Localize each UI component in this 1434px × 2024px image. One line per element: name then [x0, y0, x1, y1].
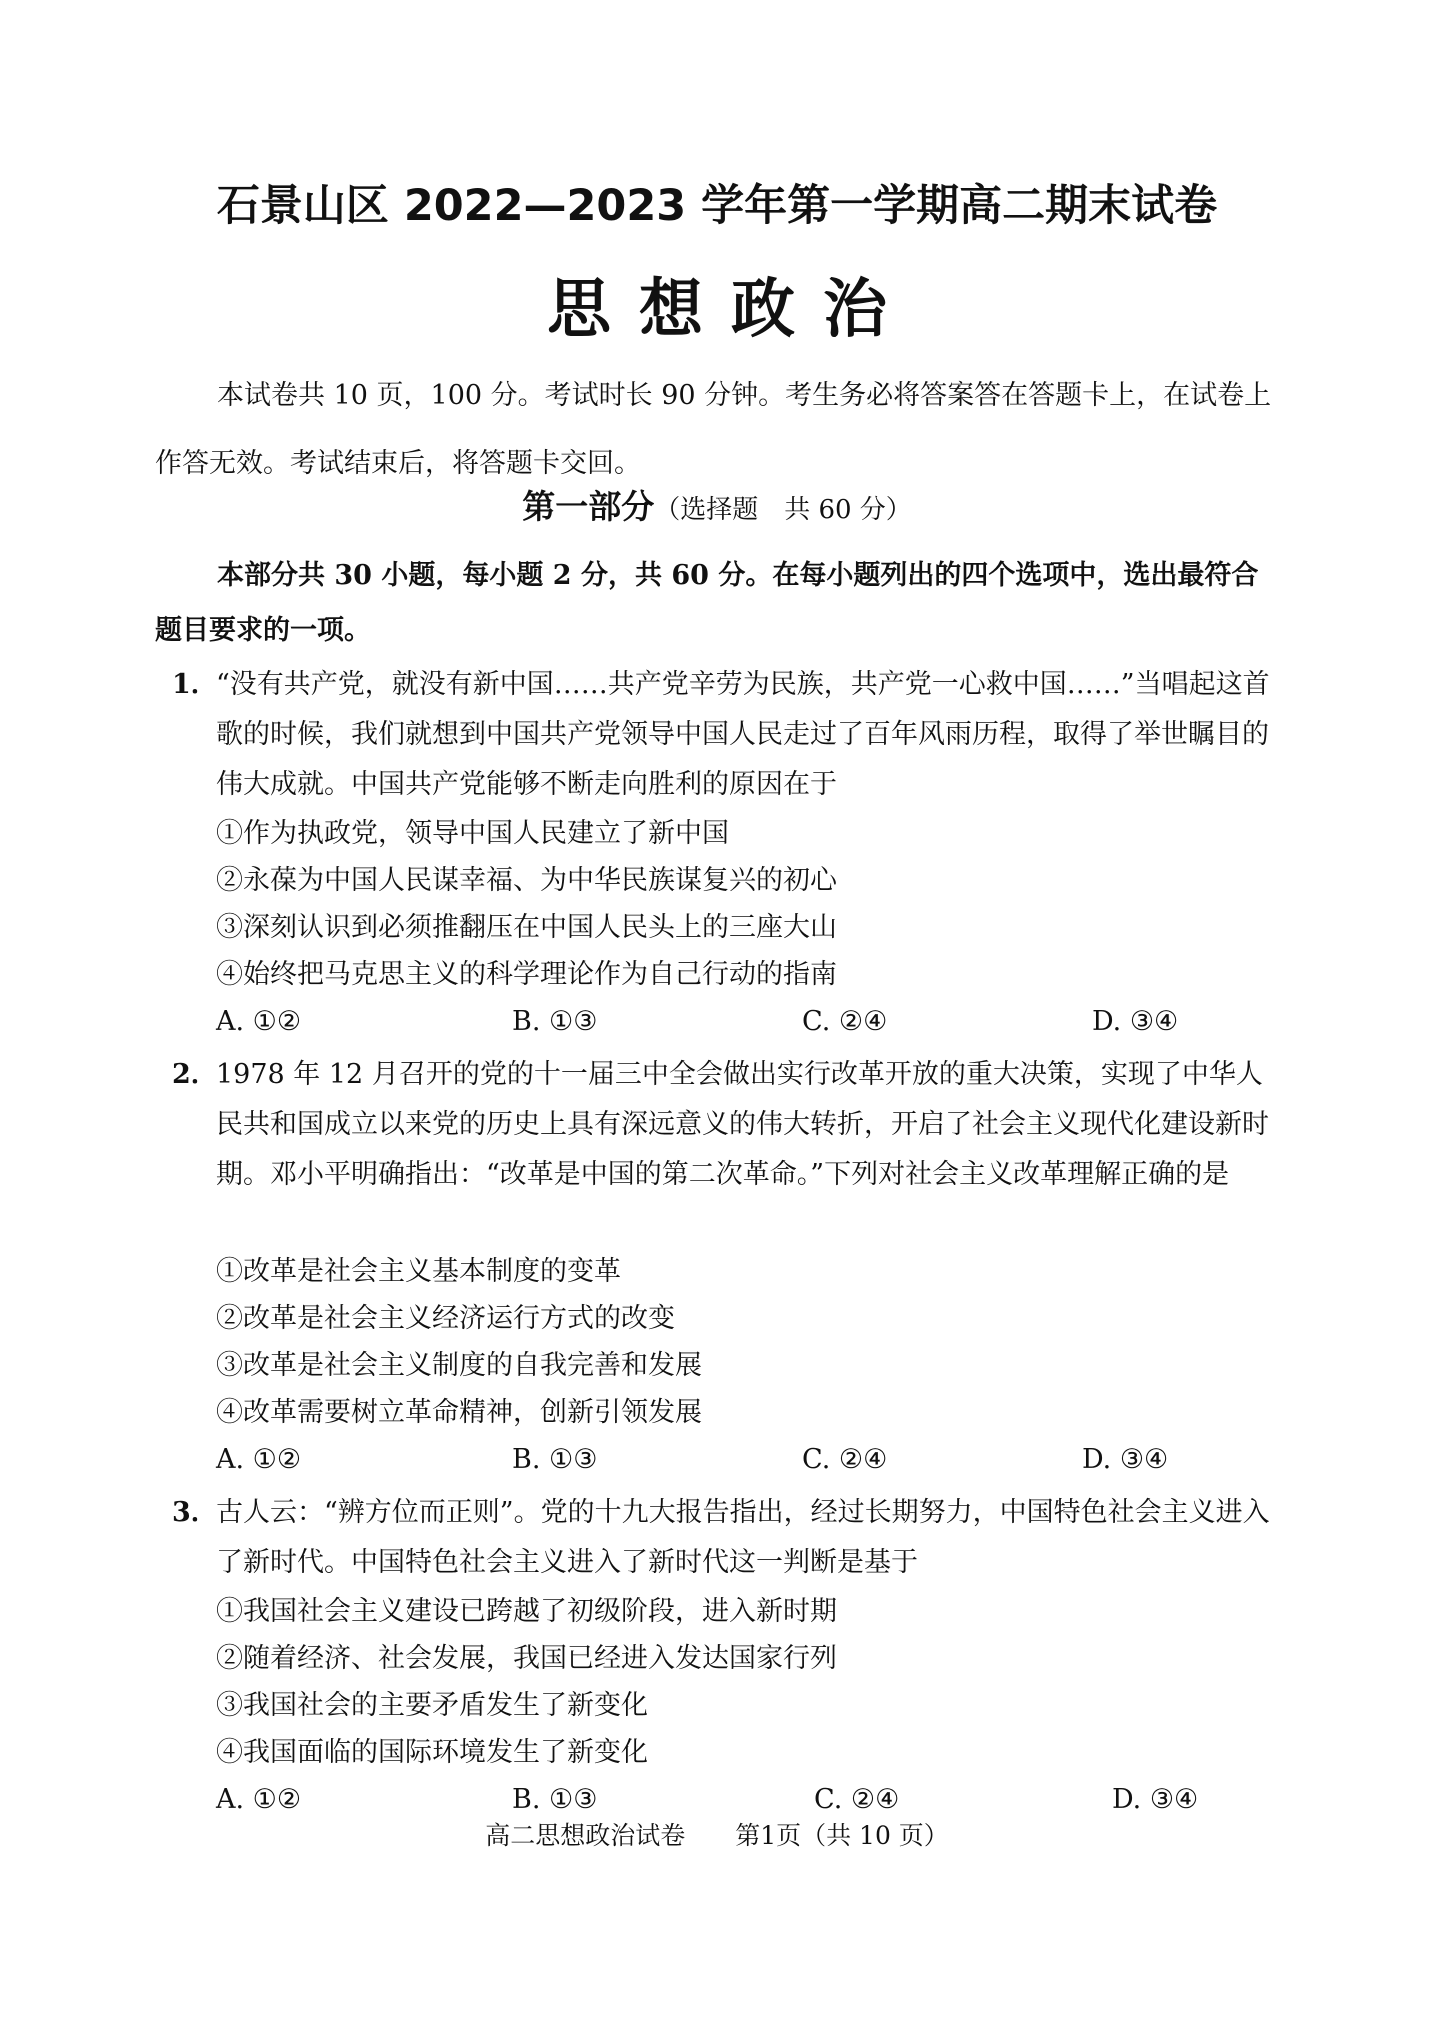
choice-b: B. ①③	[512, 1784, 598, 1815]
statement-option: ②随着经济、社会发展，我国已经进入发达国家行列	[216, 1643, 837, 1674]
statement-option: ④改革需要树立革命精神，创新引领发展	[216, 1397, 702, 1428]
question-stem: “没有共产党，就没有新中国……共产党辛劳为民族，共产党一心救中国……”当唱起这首歌的时候，我们就想到中国共产党领导中国人民走过了百年风雨历程，取得了举世瞩目的伟大成就。中国共产党能够不断走向胜利的原因在于	[216, 669, 1270, 800]
page-footer: 高二思想政治试卷 第1页（共 10 页）	[485, 1821, 949, 1850]
part1-title: 第一部分	[522, 487, 655, 526]
part1-subtitle: （选择题 共 60 分）	[654, 495, 912, 525]
question-number: 2．	[172, 1059, 218, 1090]
question-number: 1．	[172, 669, 218, 700]
question-stem: 古人云：“辨方位而正则”。党的十九大报告指出，经过长期努力，中国特色社会主义进入了新时代。中国特色社会主义进入了新时代这一判断是基于	[216, 1497, 1270, 1578]
statement-option: ③我国社会的主要矛盾发生了新变化	[216, 1690, 648, 1721]
question-stem: 1978 年 12 月召开的党的十一届三中全会做出实行改革开放的重大决策，实现了中华人民共和国成立以来党的历史上具有深远意义的伟大转折，开启了社会主义现代化建设新时期。邓小平明确指出：“改革是中国的第二次革命。”下列对社会主义改革理解正确的是	[216, 1059, 1269, 1190]
choice-d: D. ③④	[1092, 1006, 1179, 1037]
statement-option: ④始终把马克思主义的科学理论作为自己行动的指南	[216, 959, 837, 990]
subject-title: 思想政治	[547, 273, 915, 347]
question-number: 3．	[172, 1497, 218, 1528]
choice-c: C. ②④	[814, 1784, 900, 1815]
choice-a: A. ①②	[216, 1784, 302, 1815]
exam-intro: 本试卷共 10 页，100 分。考试时长 90 分钟。考生务必将答案答在答题卡上，在试卷上作答无效。考试结束后，将答题卡交回。	[155, 380, 1272, 479]
statement-option: ④我国面临的国际环境发生了新变化	[216, 1737, 648, 1768]
statement-option: ②改革是社会主义经济运行方式的改变	[216, 1303, 675, 1334]
choice-d: D. ③④	[1082, 1444, 1169, 1475]
part1-instructions: 本部分共 30 小题，每小题 2 分，共 60 分。在每小题列出的四个选项中，选出最符合题目要求的一项。	[155, 560, 1259, 646]
statement-option: ①改革是社会主义基本制度的变革	[216, 1256, 621, 1287]
choice-d: D. ③④	[1112, 1784, 1199, 1815]
choice-a: A. ①②	[216, 1006, 302, 1037]
part1-heading	[0, 483, 1434, 534]
choice-a: A. ①②	[216, 1444, 302, 1475]
statement-option: ①我国社会主义建设已跨越了初级阶段，进入新时期	[216, 1596, 837, 1627]
statement-option: ①作为执政党，领导中国人民建立了新中国	[216, 818, 729, 849]
exam-title: 石景山区 2022—2023 学年第一学期高二期末试卷	[216, 181, 1218, 231]
statement-option: ③改革是社会主义制度的自我完善和发展	[216, 1350, 702, 1381]
choice-c: C. ②④	[802, 1444, 888, 1475]
choice-b: B. ①③	[512, 1444, 598, 1475]
choice-c: C. ②④	[802, 1006, 888, 1037]
choice-b: B. ①③	[512, 1006, 598, 1037]
statement-option: ③深刻认识到必须推翻压在中国人民头上的三座大山	[216, 912, 837, 943]
statement-option: ②永葆为中国人民谋幸福、为中华民族谋复兴的初心	[216, 865, 837, 896]
